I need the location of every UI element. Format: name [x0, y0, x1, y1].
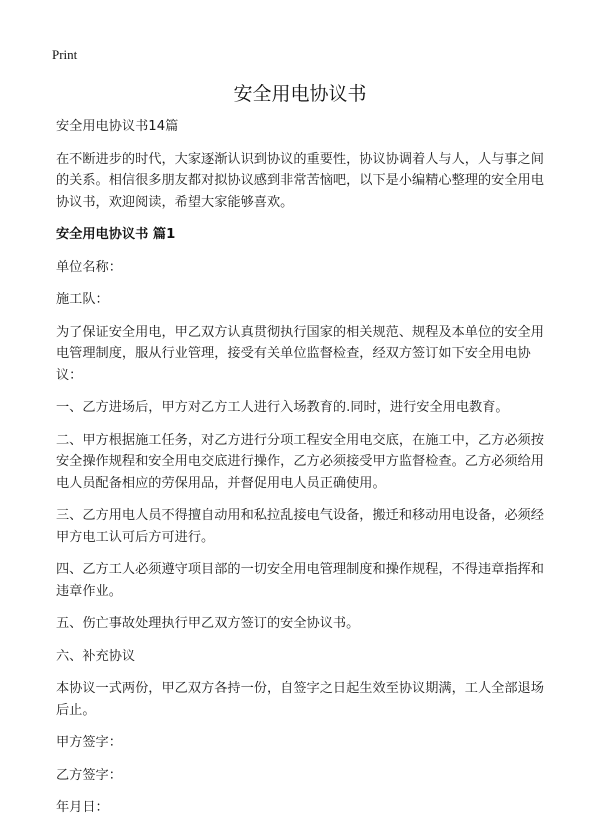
party-a-signature: 甲方签字：	[56, 735, 122, 750]
document-body	[56, 116, 550, 830]
clause-4: 四、乙方工人必须遵守项目部的一切安全用电管理制度和操作规程，不得违章指挥和违章作业。	[56, 562, 544, 599]
construction-team-field: 施工队：	[56, 292, 109, 307]
validity-paragraph: 本协议一式两份，甲乙双方各持一份，自签字之日起生效至协议期满，工人全部退场后止。	[56, 681, 544, 718]
clause-5: 五、伤亡事故处理执行甲乙双方签订的安全协议书。	[56, 616, 360, 631]
clause-1: 一、乙方进场后，甲方对乙方工人进行入场教育的.同时，进行安全用电教育。	[56, 400, 509, 415]
clause-3: 三、乙方用电人员不得擅自动用和私拉乱接电气设备，搬迁和移动用电设备，必须经甲方电工认可后方可进行。	[56, 508, 544, 545]
document-title: 安全用电协议书	[233, 83, 367, 105]
clause-6: 六、补充协议	[56, 648, 136, 664]
print-link[interactable]: Print	[52, 47, 78, 62]
subtitle-line: 安全用电协议书14篇	[56, 119, 179, 134]
date-field: 年月日：	[56, 800, 109, 815]
section-heading: 安全用电协议书 篇1	[56, 227, 176, 242]
unit-name-field: 单位名称：	[56, 259, 122, 275]
preamble-paragraph: 为了保证安全用电，甲乙双方认真贯彻执行国家的相关规范、规程及本单位的安全用电管理制度，服从行业管理，接受有关单位监督检查，经双方签订如下安全用电协议：	[56, 324, 544, 383]
party-b-signature: 乙方签字：	[56, 767, 122, 783]
intro-paragraph: 在不断进步的时代，大家逐渐认识到协议的重要性，协议协调着人与人，人与事之间的关系。相信很多朋友都对拟协议感到非常苦恼吧，以下是小编精心整理的安全用电协议书，欢迎阅读，希望大家能够喜欢。	[56, 151, 544, 210]
clause-2: 二、甲方根据施工任务，对乙方进行分项工程安全用电交底，在施工中，乙方必须按安全操作规程和安全用电交底进行操作，乙方必须接受甲方监督检查。乙方必须给用电人员配备相应的劳保用品，并督促用电人员正确使用。	[56, 432, 544, 491]
